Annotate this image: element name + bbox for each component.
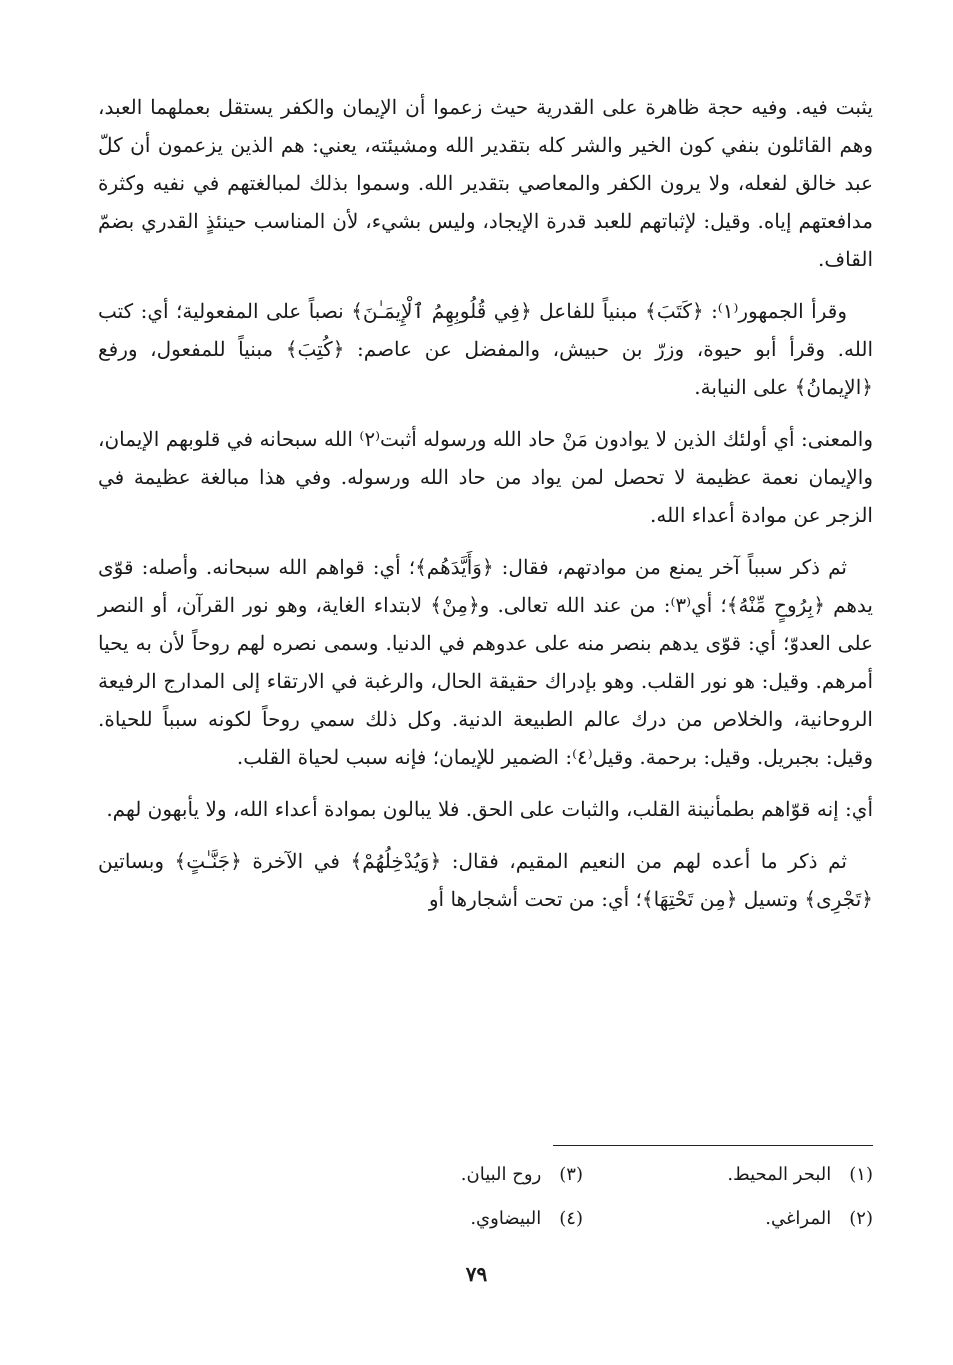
footnote-text: المراغي. bbox=[765, 1208, 832, 1229]
page-body bbox=[98, 88, 873, 932]
paragraph-meaning: والمعنى: أي أولئك الذين لا يوادون مَنْ حاد الله ورسوله أثبت⁽٢⁾ الله سبحانه في قلوبهم الإيمان، والإيمان نعمة عظيمة لا تحصل لمن يواد من حاد الله ورسوله. وفي هذا مبالغة عظيمة في الزجر عن موادة أعداء الله. bbox=[98, 427, 873, 527]
paragraph-jannat: ثم ذكر ما أعده لهم من النعيم المقيم، فقال: ﴿وَيُدْخِلُهُمْ﴾ في الآخرة ﴿جَنَّـٰتٍ﴾ وبساتين ﴿تَجْرِى﴾ وتسيل ﴿مِن تَحْتِهَا﴾؛ أي: من تحت أشجارها أو bbox=[98, 849, 873, 911]
footnote-item bbox=[313, 1160, 583, 1190]
footnote-number: (٣) bbox=[559, 1164, 583, 1185]
footnote-text: البحر المحيط. bbox=[727, 1164, 832, 1185]
footnote-item bbox=[603, 1160, 873, 1190]
paragraph-qadariyya: يثبت فيه. وفيه حجة ظاهرة على القدرية حيث زعموا أن الإيمان والكفر يستقل بعملهما العبد، وهم القائلون بنفي كون الخير والشر كله بتقدير الله ومشيئته، يعني: هم الذين يزعمون أن كلّ عبد خالق لفعله، ولا يرون الكفر والمعاصي بتقدير الله. وسموا بذلك لمبالغتهم في نفيه وكثرة مدافعتهم إياه. وقيل: لإثباتهم للعبد قدرة الإيجاد، وليس بشيء، لأن المناسب حينئذٍ القدري بضمّ القاف. bbox=[98, 95, 873, 271]
page-number: ٧٩ bbox=[465, 1262, 488, 1286]
footnote-text: روح البيان. bbox=[460, 1164, 542, 1185]
footnote-item bbox=[313, 1204, 583, 1234]
footnote-text: البيضاوي. bbox=[470, 1208, 542, 1229]
footnotes bbox=[313, 1160, 873, 1234]
footnote-item bbox=[603, 1204, 873, 1234]
paragraph-tamaninah: أي: إنه قوّاهم بطمأنينة القلب، والثبات على الحق. فلا يبالون بموادة أعداء الله، ولا يأبهون لهم. bbox=[106, 797, 873, 821]
paragraph-qiraat: وقرأ الجمهور⁽١⁾: ﴿كَتَبَ﴾ مبنياً للفاعل ﴿فِي قُلُوبِهِمُ ٱلْإِيمَـٰنَ﴾ نصباً على المفعولية؛ أي: كتب الله. وقرأ أبو حيوة، وزرّ بن حبيش، والمفضل عن عاصم: ﴿كُتِبَ﴾ مبنياً للمفعول، ورفع ﴿الإيمانُ﴾ على النيابة. bbox=[98, 299, 873, 399]
footnote-divider bbox=[553, 1145, 873, 1146]
paragraph-ayyadahum: ثم ذكر سبباً آخر يمنع من موادتهم، فقال: ﴿وَأَيَّدَهُم﴾؛ أي: قواهم الله سبحانه. وأصله: قوّى يدهم ﴿بِرُوحٍ مِّنْهُ﴾؛ أي⁽٣⁾: من عند الله تعالى. و﴿مِنْ﴾ لابتداء الغاية، وهو نور القرآن، أو النصر على العدوّ؛ أي: قوّى يدهم بنصر منه على عدوهم في الدنيا. وسمى نصره لهم روحاً لأن به يحيا أمرهم. وقيل: هو نور القلب. وهو بإدراك حقيقة الحال، والرغبة في الارتقاء إلى المدارج الرفيعة الروحانية، والخلاص من درك عالم الطبيعة الدنية. وكل ذلك سمي روحاً لكونه سبباً للحياة. وقيل: بجبريل. وقيل: برحمة. وقيل⁽٤⁾: الضمير للإيمان؛ فإنه سبب لحياة القلب. bbox=[98, 555, 873, 769]
footnote-number: (٤) bbox=[559, 1208, 583, 1229]
footnote-number: (١) bbox=[849, 1164, 873, 1185]
footnote-number: (٢) bbox=[849, 1208, 873, 1229]
